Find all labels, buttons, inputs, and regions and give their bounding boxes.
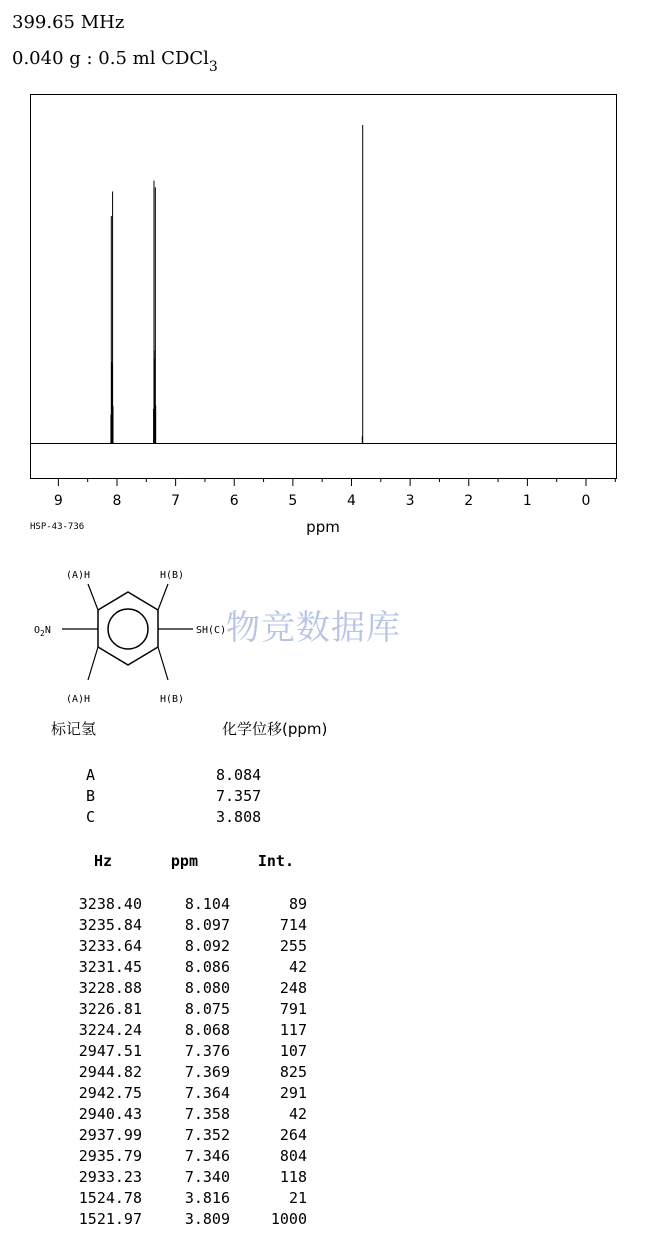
assignment-row	[86, 765, 261, 786]
peak-hz: 3238.40	[78, 895, 142, 913]
peak-table-body	[54, 894, 307, 1230]
bond-top-right	[158, 584, 168, 610]
label-hb-top: H(B)	[160, 570, 185, 581]
peak-row	[54, 1104, 307, 1125]
x-axis-label: ppm	[306, 518, 340, 536]
label-ah-bottom: (A)H	[66, 694, 91, 705]
assignment-label: A	[86, 766, 96, 784]
peak-row	[54, 957, 307, 978]
peak-ppm: 7.358	[184, 1105, 230, 1123]
plot-frame	[31, 95, 617, 479]
x-tick-label: 1	[522, 493, 532, 509]
peak-int: 21	[288, 1189, 307, 1207]
peak-ppm: 8.080	[184, 979, 230, 997]
peak-ppm: 7.346	[184, 1147, 230, 1165]
peak-int: 107	[279, 1042, 307, 1060]
peak-hz: 2940.43	[78, 1105, 142, 1123]
x-tick-label: 6	[229, 493, 239, 509]
peak-hz: 2944.82	[78, 1063, 142, 1081]
label-hb-bottom: H(B)	[160, 694, 185, 705]
peak-int: 825	[279, 1063, 307, 1081]
peak-row	[54, 1041, 307, 1062]
peak-group	[111, 125, 363, 443]
peak-row	[54, 894, 307, 915]
peak-row	[54, 1062, 307, 1083]
sample-info-subscript: 3	[208, 59, 218, 75]
peak-row	[54, 915, 307, 936]
x-axis-ticks	[54, 478, 615, 509]
peak-ppm: 7.352	[184, 1126, 230, 1144]
spectrum-code: HSP-43-736	[30, 522, 85, 532]
x-tick-label: 3	[405, 493, 415, 509]
spectrometer-frequency: 399.65 MHz	[12, 12, 125, 33]
peak-row	[54, 1167, 307, 1188]
peak-int: 804	[279, 1147, 307, 1165]
peak-hz: 3224.24	[78, 1021, 142, 1039]
peak-hz: 2942.75	[78, 1084, 142, 1102]
label-nitro-sub: 2	[40, 629, 45, 638]
peak-int: 42	[288, 958, 307, 976]
peak-ppm: 8.075	[184, 1000, 230, 1018]
peak-row	[54, 999, 307, 1020]
assignment-label: B	[86, 787, 96, 805]
peak-hz: 1521.97	[78, 1210, 142, 1228]
x-tick-label: 0	[581, 493, 591, 509]
molecule-structure	[0, 560, 260, 710]
col-header-chemical-shift: 化学位移(ppm)	[222, 720, 328, 738]
peak-row	[54, 936, 307, 957]
peak-row	[54, 978, 307, 999]
bond-bottom-right	[158, 647, 168, 680]
assignment-row	[86, 807, 261, 828]
peak-ppm: 8.104	[184, 895, 230, 913]
header-ppm: ppm	[170, 852, 198, 870]
peak-int: 1000	[270, 1210, 307, 1228]
peak-int: 255	[279, 937, 307, 955]
peak-ppm: 8.097	[184, 916, 230, 934]
assignment-label: C	[86, 808, 96, 826]
peak-ppm: 7.340	[184, 1168, 230, 1186]
peak-hz: 3233.64	[78, 937, 142, 955]
peak-ppm: 3.816	[184, 1189, 230, 1207]
benzene-ring	[98, 592, 158, 665]
peak-row	[54, 1188, 307, 1209]
peak-ppm: 7.376	[184, 1042, 230, 1060]
aromatic-circle	[108, 609, 148, 649]
peak-hz: 3226.81	[78, 1000, 142, 1018]
peak-row	[54, 1083, 307, 1104]
sample-info-text: 0.040 g : 0.5 ml CDCl	[12, 48, 209, 69]
peak-hz: 1524.78	[78, 1189, 142, 1207]
peak-int: 42	[288, 1105, 307, 1123]
peak-ppm: 7.364	[184, 1084, 230, 1102]
x-tick-label: 2	[464, 493, 474, 509]
label-thiol: SH(C)	[196, 625, 227, 636]
peak-hz: 2933.23	[78, 1168, 142, 1186]
peak-int: 118	[279, 1168, 307, 1186]
label-nitro-n: N	[44, 625, 51, 636]
watermark: 物竞数据库	[226, 608, 401, 648]
peak-int: 791	[279, 1000, 307, 1018]
peak-int: 117	[279, 1021, 307, 1039]
assignment-table	[86, 765, 261, 828]
peak-ppm: 7.369	[184, 1063, 230, 1081]
assignment-shift: 3.808	[216, 808, 262, 826]
peak-int: 89	[288, 895, 307, 913]
peak-int: 714	[279, 916, 307, 934]
peak-table-header	[54, 852, 307, 894]
label-ah-top: (A)H	[66, 570, 91, 581]
label-nitro	[34, 625, 51, 638]
peak-ppm: 8.086	[184, 958, 230, 976]
assignment-row	[86, 786, 261, 807]
x-tick-label: 5	[288, 493, 298, 509]
nmr-spectrum-chart	[0, 0, 652, 545]
peak-hz: 2935.79	[78, 1147, 142, 1165]
peak-hz: 3231.45	[78, 958, 142, 976]
x-tick-label: 7	[171, 493, 181, 509]
peak-ppm: 8.068	[184, 1021, 230, 1039]
peak-ppm: 3.809	[184, 1210, 230, 1228]
peak-hz: 3228.88	[78, 979, 142, 997]
peak-int: 264	[279, 1126, 307, 1144]
assignment-shift: 8.084	[216, 766, 262, 784]
label-nitro-o: O	[34, 625, 41, 636]
header-hz: Hz	[93, 852, 112, 870]
assignment-shift: 7.357	[216, 787, 262, 805]
peak-int: 248	[279, 979, 307, 997]
bond-bottom-left	[88, 647, 98, 680]
bond-top-left	[88, 584, 98, 610]
x-tick-label: 8	[112, 493, 122, 509]
peak-row	[54, 1209, 307, 1230]
peak-table	[54, 852, 307, 1230]
peak-int: 291	[279, 1084, 307, 1102]
peak-row	[54, 1146, 307, 1167]
peak-ppm: 8.092	[184, 937, 230, 955]
x-tick-label: 9	[53, 493, 63, 509]
peak-hz: 2947.51	[78, 1042, 142, 1060]
peak-row	[54, 1125, 307, 1146]
header-int: Int.	[257, 852, 294, 870]
col-header-proton-label: 标记氢	[51, 720, 97, 738]
peak-hz: 2937.99	[78, 1126, 142, 1144]
x-tick-label: 4	[347, 493, 356, 509]
peak-row	[54, 1020, 307, 1041]
peak-hz: 3235.84	[78, 916, 142, 934]
